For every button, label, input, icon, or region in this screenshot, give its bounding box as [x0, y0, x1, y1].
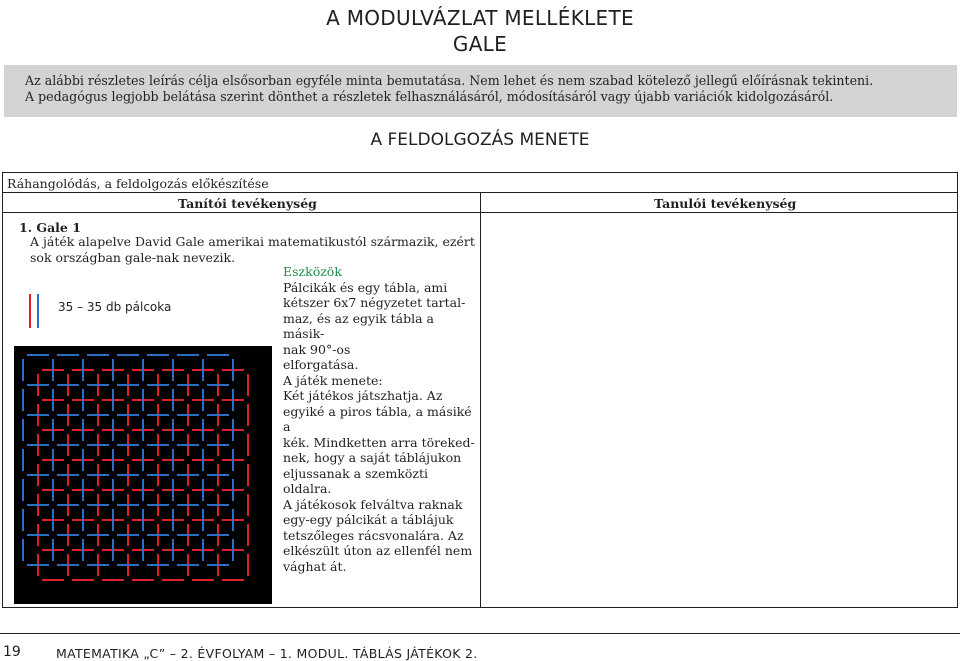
student-column-header: Tanulói tevékenység [654, 196, 797, 211]
footer-rule [0, 633, 960, 634]
phase-header: Ráhangolódás, a feldolgozás előkészítése [2, 172, 958, 193]
tools-line: kék. Mindketten arra töreked- [283, 434, 475, 450]
red-stick-icon [29, 294, 31, 328]
page-number: 19 [3, 644, 21, 660]
tools-line: Két játékos játszhatja. Az [283, 388, 443, 403]
tools-line: tetszőleges rácsvonalára. Az [283, 527, 464, 543]
tools-lines [283, 280, 479, 575]
tools-line: eljussanak a szemközti oldalra. [283, 465, 429, 496]
document-title: A MODULVÁZLAT MELLÉKLETE [326, 6, 634, 30]
tools-line: nak 90°-os [283, 341, 351, 357]
teacher-column-header: Tanítói tevékenység [178, 196, 317, 211]
blue-stick-icon [37, 294, 39, 328]
footer-text: MATEMATIKA „C” – 2. ÉVFOLYAM – 1. MODUL. TÁBLÁS JÁTÉKOK 2. [56, 646, 478, 661]
game-board [14, 346, 272, 604]
section-title: A FELDOLGOZÁS MENETE [370, 130, 590, 150]
notice-line-2: A pedagógus legjobb belátása szerint dönthet a részletek felhasználásáról, módosításáról vagy újabb variációk kidolgozásáról. [25, 89, 834, 104]
tools-line: elforgatása. [283, 357, 359, 372]
sticks-icon [29, 294, 43, 328]
document-subtitle: GALE [452, 32, 508, 56]
item-title: 1. Gale 1 [19, 220, 81, 235]
tools-line: elkészült úton az ellenfél nem [283, 543, 473, 558]
tools-line: Pálcikák és egy tábla, ami [283, 279, 448, 295]
tools-heading: Eszközök [283, 264, 342, 279]
game-board-grid [14, 346, 272, 604]
tools-line: A játék menete: [283, 372, 383, 388]
tools-description [283, 264, 479, 574]
tools-line: vághat át. [283, 558, 347, 574]
notice-box [4, 65, 957, 117]
item-intro: A játék alapelve David Gale amerikai matematikustól származik, ezért sok országban gale-nak nevezik. [30, 234, 475, 265]
notice-line-1: Az alábbi részletes leírás célja elsősorban egyféle minta bemutatása. Nem lehet és nem szabad kötelező jellegű előírásnak tekinteni. [25, 73, 874, 88]
tools-line: kétszer 6x7 négyzetet tartal- [283, 295, 466, 310]
tools-line: egyiké a piros tábla, a másiké a [283, 403, 472, 434]
tools-line: maz, és az egyik tábla a másik- [283, 310, 434, 341]
tools-line: A játékosok felváltva raknak [283, 496, 463, 512]
tools-line: egy-egy pálcikát a táblájuk [283, 512, 454, 527]
tools-line: nek, hogy a saját táblájukon [283, 450, 462, 465]
sticks-label: 35 – 35 db pálcoka [58, 300, 172, 314]
column-divider [480, 193, 481, 608]
header-divider [2, 212, 958, 213]
